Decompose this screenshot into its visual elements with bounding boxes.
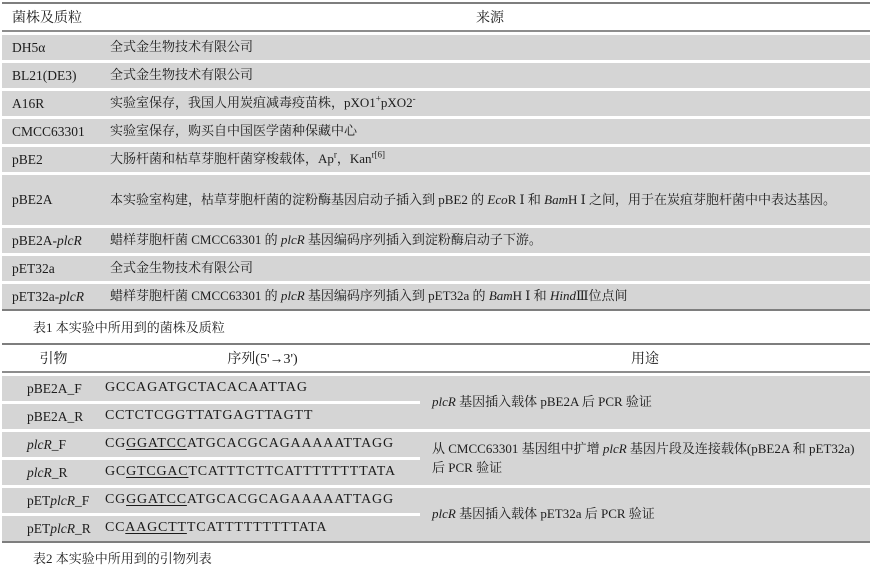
- header-row: [2, 4, 870, 32]
- primer-sequence-cell: CGGGATCCATGCACGCAGAAAAATTAGG: [105, 485, 420, 513]
- strain-source-cell: 实验室保存，购买自中国医学菌种保藏中心: [110, 116, 870, 144]
- primer-name-cell: pBE2A_F: [2, 373, 105, 401]
- strain-source-cell: 全式金生物技术有限公司: [110, 32, 870, 60]
- strains-plasmids-table: [2, 2, 870, 311]
- table1-caption: 表1 本实验中所用到的菌株及质粒: [33, 320, 225, 335]
- primer-sequence-cell: CGGGATCCATGCACGCAGAAAAATTAGG: [105, 429, 420, 457]
- strain-name-cell: pET32a: [2, 253, 110, 281]
- strains-table-body: [2, 32, 870, 309]
- primer-name-cell: pBE2A_R: [2, 401, 105, 429]
- strain-row: [2, 32, 870, 60]
- strain-row: [2, 172, 870, 225]
- primer-name-cell: pETplcR_F: [2, 485, 105, 513]
- strain-row: [2, 144, 870, 172]
- strain-source-cell: 大肠杆菌和枯草芽胞杆菌穿梭载体，Ap$^r$，Kan$^{r[6]}$: [110, 144, 870, 172]
- primer-row: [2, 429, 870, 457]
- strain-source-cell: 全式金生物技术有限公司: [110, 60, 870, 88]
- primer-usage-cell: plcR 基因插入载体 pBE2A 后 PCR 验证: [420, 373, 870, 429]
- primer-sequence-cell: CCTCTCGGTTATGAGTTAGTT: [105, 401, 420, 429]
- strain-row: [2, 281, 870, 309]
- strain-name-cell: pET32a-plcR: [2, 281, 110, 309]
- primer-sequence-cell: CCAAGCTTTCATTTTTTTTTATA: [105, 513, 420, 541]
- strain-name-cell: BL21(DE3): [2, 60, 110, 88]
- strain-row: [2, 60, 870, 88]
- primer-sequence-cell: GCCAGATGCTACACAATTAG: [105, 373, 420, 401]
- primers-table-header: [2, 345, 870, 373]
- strain-name-cell: A16R: [2, 88, 110, 116]
- strain-row: [2, 116, 870, 144]
- primer-usage-cell: plcR 基因插入载体 pET32a 后 PCR 验证: [420, 485, 870, 541]
- strain-name-cell: pBE2A-plcR: [2, 225, 110, 253]
- primer-sequence-cell: GCGTCGACTCATTTCTTCATTTTTTTTATA: [105, 457, 420, 485]
- strain-row: [2, 88, 870, 116]
- primers-table-body: [2, 373, 870, 541]
- strain-name-cell: pBE2A: [2, 172, 110, 225]
- strain-source-cell: 实验室保存，我国人用炭疽减毒疫苗株，pXO1+pXO2-: [110, 88, 870, 116]
- column-header-usage: 用途: [420, 345, 870, 373]
- strain-row: [2, 253, 870, 281]
- strain-name-cell: pBE2: [2, 144, 110, 172]
- strain-source-cell: 蜡样芽胞杆菌 CMCC63301 的 plcR 基因编码序列插入到 pET32a 的 BamH Ⅰ 和 HindⅢ位点间: [110, 281, 870, 309]
- strain-source-cell: 蜡样芽胞杆菌 CMCC63301 的 plcR 基因编码序列插入到淀粉酶启动子下游。: [110, 225, 870, 253]
- header-row: [2, 345, 870, 373]
- strain-source-cell: 全式金生物技术有限公司: [110, 253, 870, 281]
- primers-table: [2, 343, 870, 543]
- column-header-sequence: 序列(5'→3'): [105, 345, 420, 373]
- strain-source-cell: 本实验室构建，枯草芽胞杆菌的淀粉酶基因启动子插入到 pBE2 的 EcoR Ⅰ 和 BamH Ⅰ 之间，用于在炭疽芽胞杆菌中中表达基因。: [110, 172, 870, 225]
- column-header-source: 来源: [110, 4, 870, 32]
- primer-name-cell: plcR_F: [2, 429, 105, 457]
- primer-name-cell: plcR_R: [2, 457, 105, 485]
- strains-table-header: [2, 4, 870, 32]
- table2-caption: 表2 本实验中所用到的引物列表: [33, 551, 212, 566]
- primer-usage-cell: 从 CMCC63301 基因组中扩增 plcR 基因片段及连接载体(pBE2A 和 pET32a)后 PCR 验证: [420, 429, 870, 485]
- strain-name-cell: CMCC63301: [2, 116, 110, 144]
- primer-row: [2, 373, 870, 401]
- column-header-strain: 菌株及质粒: [2, 4, 110, 32]
- primer-name-cell: pETplcR_R: [2, 513, 105, 541]
- strain-name-cell: DH5α: [2, 32, 110, 60]
- strain-row: [2, 225, 870, 253]
- column-header-primer: 引物: [2, 345, 105, 373]
- primer-row: [2, 485, 870, 513]
